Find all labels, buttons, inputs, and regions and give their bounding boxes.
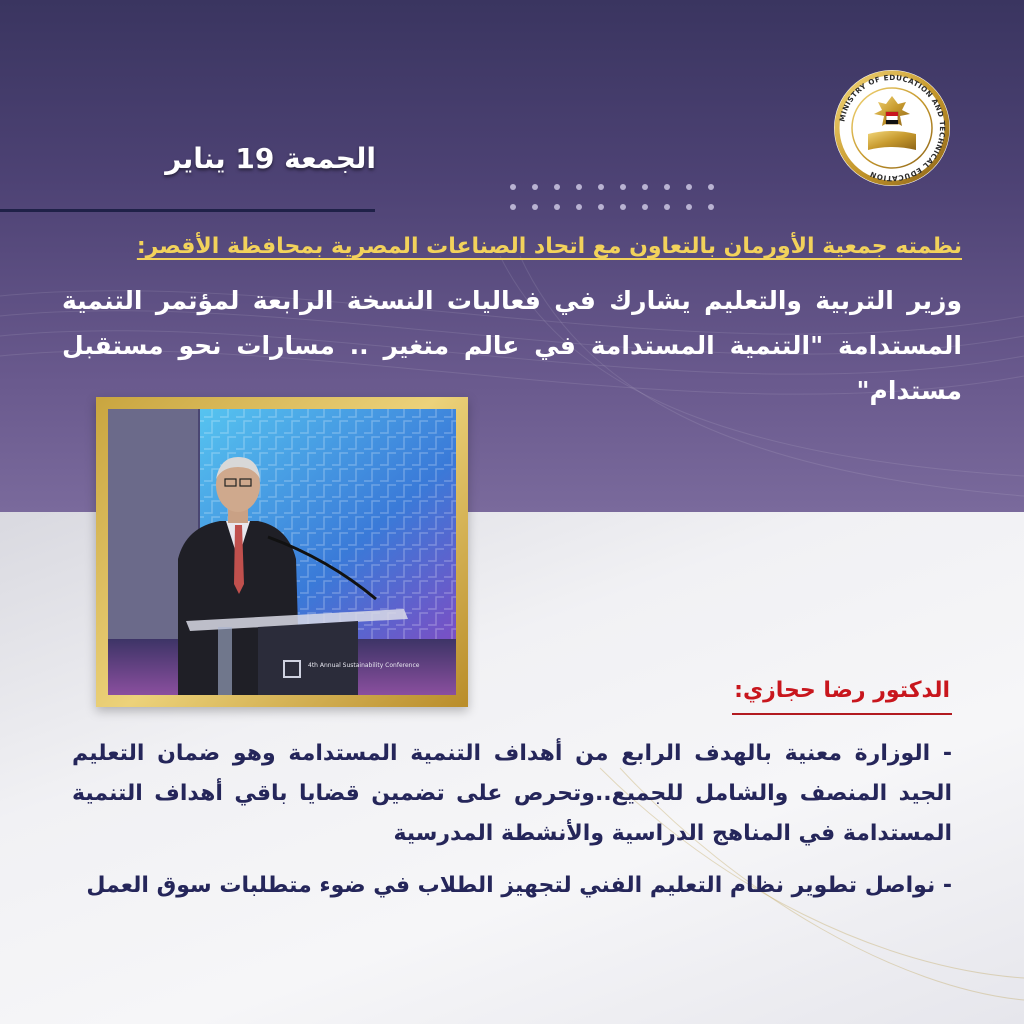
ministry-logo-icon bbox=[832, 68, 952, 188]
statement-item: - الوزارة معنية بالهدف الرابع من أهداف التنمية المستدامة وهو ضمان التعليم الجيد المنصف والشامل للجميع..وتحرص على تضمين قضايا باقي أهداف التنمية المستدامة في المناهج الدراسية والأنشطة المدرسية bbox=[72, 741, 952, 846]
statement-item: - نواصل تطوير نظام التعليم الفني لتجهيز الطلاب في ضوء متطلبات سوق العمل bbox=[86, 873, 952, 898]
event-subtitle: نظمته جمعية الأورمان بالتعاون مع اتحاد الصناعات المصرية بمحافظة الأقصر: bbox=[136, 234, 962, 259]
decorative-dots bbox=[508, 182, 718, 212]
podium-text: 4th Annual Sustainability Conference bbox=[308, 662, 420, 669]
svg-text:MINISTRY OF EDUCATION AND TECH: MINISTRY OF EDUCATION AND TECHNICAL EDUCATION bbox=[837, 72, 948, 184]
speaker-name: الدكتور رضا حجازي: bbox=[734, 678, 950, 703]
statement-list bbox=[72, 734, 952, 918]
date-label: الجمعة 19 يناير bbox=[165, 142, 376, 175]
minister-speaking-photo bbox=[108, 409, 456, 695]
photo-frame bbox=[96, 397, 468, 707]
date-underline bbox=[0, 209, 375, 212]
news-headline: وزير التربية والتعليم يشارك في فعاليات النسخة الرابعة لمؤتمر التنمية المستدامة "التنمية المستدامة في عالم متغير .. مسارات نحو مستقبل مستدام" bbox=[62, 286, 962, 405]
speaker-underline bbox=[732, 713, 952, 715]
